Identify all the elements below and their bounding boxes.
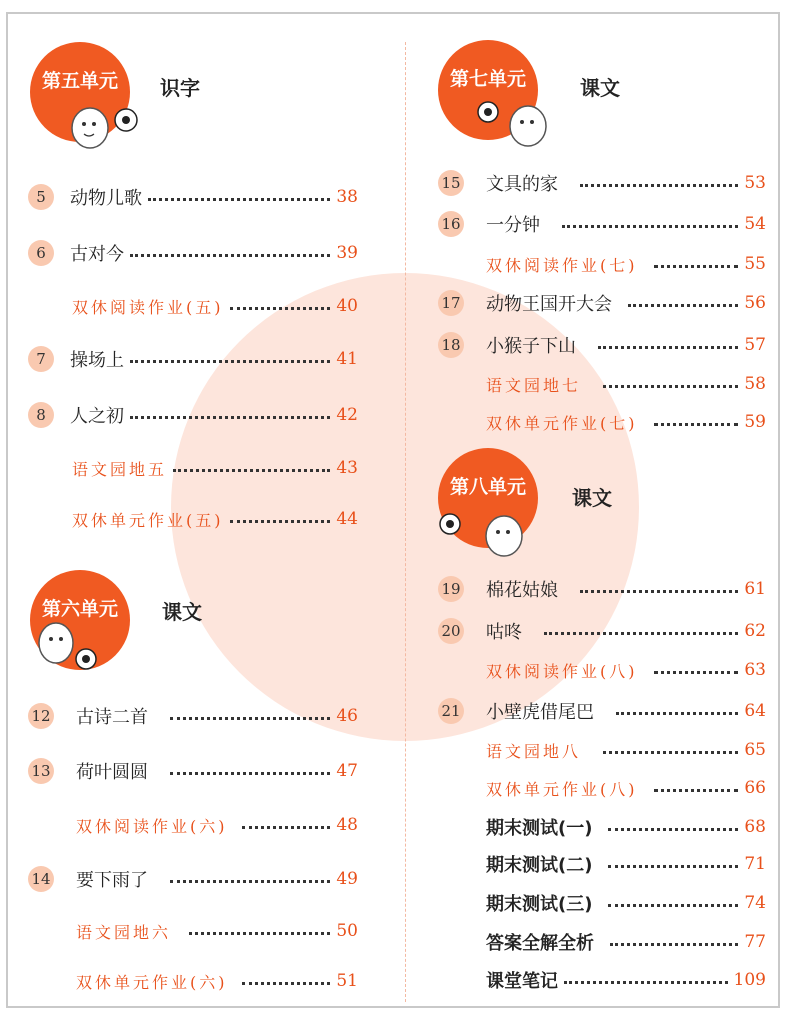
lesson-number: 15 (438, 170, 464, 196)
page-number: 48 (336, 815, 358, 835)
leader-dots (608, 904, 738, 907)
entry-title: 小壁虎借尾巴 (486, 702, 594, 723)
entry-title: 操场上 (70, 350, 124, 371)
toc-entry[interactable] (72, 454, 358, 482)
dinosaur-mascot-icon (476, 98, 560, 156)
toc-entry[interactable] (438, 289, 766, 317)
entry-title: 双休单元作业(七) (486, 413, 638, 433)
dinosaur-mascot-icon (438, 508, 528, 564)
lesson-number: 21 (438, 698, 464, 724)
toc-entry[interactable] (72, 292, 358, 320)
leader-dots (189, 932, 330, 935)
entry-title: 期末测试(二) (486, 855, 593, 876)
unit-5-title: 识字 (160, 76, 200, 100)
entry-title: 语文园地六 (76, 922, 172, 942)
leader-dots (544, 632, 738, 635)
leader-dots (608, 828, 738, 831)
leader-dots (130, 254, 330, 257)
page-number: 46 (336, 706, 358, 726)
entry-title: 双休阅读作业(八) (486, 661, 638, 681)
entry-title: 答案全解全析 (486, 933, 594, 954)
entry-title: 双休阅读作业(五) (72, 297, 224, 317)
page-number: 50 (336, 921, 358, 941)
leader-dots (598, 346, 738, 349)
entry-title: 要下雨了 (76, 870, 148, 891)
toc-entry[interactable] (28, 183, 358, 211)
unit-7-badge-label: 第七单元 (449, 68, 526, 90)
entry-title: 期末测试(一) (486, 818, 593, 839)
toc-entry[interactable] (76, 967, 358, 995)
toc-entry[interactable] (486, 850, 766, 878)
toc-entry[interactable] (438, 210, 766, 238)
leader-dots (230, 307, 331, 310)
entry-title: 语文园地七 (486, 375, 582, 395)
toc-entry[interactable] (76, 917, 358, 945)
page-number: 49 (336, 869, 358, 889)
lesson-number: 7 (28, 346, 54, 372)
entry-title: 双休阅读作业(六) (76, 816, 228, 836)
entry-title: 文具的家 (486, 174, 558, 195)
page-number: 63 (744, 660, 766, 680)
leader-dots (130, 416, 330, 419)
toc-entry[interactable] (28, 702, 358, 730)
lesson-number: 6 (28, 240, 54, 266)
toc-entry[interactable] (28, 345, 358, 373)
entry-title: 棉花姑娘 (486, 580, 558, 601)
toc-entry[interactable] (28, 865, 358, 893)
unit-6-badge-label: 第六单元 (41, 598, 118, 620)
page-number: 51 (336, 971, 358, 991)
unit-8-title: 课文 (572, 486, 612, 510)
toc-entry[interactable] (28, 401, 358, 429)
leader-dots (562, 225, 738, 228)
page-number: 66 (744, 778, 766, 798)
toc-entry[interactable] (486, 370, 766, 398)
entry-title: 小猴子下山 (486, 336, 576, 357)
lesson-number: 17 (438, 290, 464, 316)
page-number: 55 (744, 254, 766, 274)
entry-title: 动物王国开大会 (486, 294, 612, 315)
leader-dots (170, 717, 330, 720)
toc-entry[interactable] (486, 736, 766, 764)
page-number: 43 (336, 458, 358, 478)
toc-entry[interactable] (486, 966, 766, 994)
page-number: 54 (744, 214, 766, 234)
unit-7-title: 课文 (580, 76, 620, 100)
leader-dots (608, 865, 738, 868)
entry-title: 咕咚 (486, 622, 522, 643)
entry-title: 双休单元作业(八) (486, 779, 638, 799)
lesson-number: 8 (28, 402, 54, 428)
lesson-number: 12 (28, 703, 54, 729)
entry-title: 双休单元作业(五) (72, 510, 224, 530)
page-number: 71 (744, 854, 766, 874)
page-number: 77 (744, 932, 766, 952)
entry-title: 动物儿歌 (70, 188, 142, 209)
leader-dots (564, 981, 728, 984)
column-divider (405, 42, 406, 1002)
entry-title: 语文园地五 (72, 459, 168, 479)
page-number: 44 (336, 509, 358, 529)
leader-dots (242, 826, 331, 829)
toc-entry[interactable] (486, 774, 766, 802)
entry-title: 双休阅读作业(七) (486, 255, 638, 275)
leader-dots (173, 469, 330, 472)
leader-dots (148, 198, 330, 201)
leader-dots (242, 982, 331, 985)
dinosaur-mascot-icon (34, 615, 100, 671)
entry-title: 古对今 (70, 244, 124, 265)
leader-dots (580, 184, 738, 187)
toc-entry[interactable] (486, 408, 766, 436)
toc-entry[interactable] (486, 928, 766, 956)
entry-title: 双休单元作业(六) (76, 972, 228, 992)
entry-title: 人之初 (70, 406, 124, 427)
toc-entry[interactable] (486, 813, 766, 841)
entry-title: 语文园地八 (486, 741, 582, 761)
lesson-number: 13 (28, 758, 54, 784)
toc-entry[interactable] (438, 617, 766, 645)
unit-6-title: 课文 (162, 600, 202, 624)
leader-dots (610, 943, 738, 946)
toc-entry[interactable] (438, 697, 766, 725)
leader-dots (603, 385, 738, 388)
toc-entry[interactable] (486, 250, 766, 278)
page-number: 68 (744, 817, 766, 837)
toc-entry[interactable] (438, 169, 766, 197)
leader-dots (170, 880, 330, 883)
page-number: 62 (744, 621, 766, 641)
page-number: 59 (744, 412, 766, 432)
lesson-number: 14 (28, 866, 54, 892)
lesson-number: 19 (438, 576, 464, 602)
page-number: 47 (336, 761, 358, 781)
toc-entry[interactable] (438, 331, 766, 359)
toc-entry[interactable] (28, 757, 358, 785)
lesson-number: 18 (438, 332, 464, 358)
page-number: 61 (744, 579, 766, 599)
lesson-number: 20 (438, 618, 464, 644)
leader-dots (603, 751, 738, 754)
page-number: 53 (744, 173, 766, 193)
leader-dots (654, 265, 739, 268)
lesson-number: 5 (28, 184, 54, 210)
page-number: 40 (336, 296, 358, 316)
entry-title: 荷叶圆圆 (76, 762, 148, 783)
page-number: 57 (744, 335, 766, 355)
entry-title: 古诗二首 (76, 707, 148, 728)
page-number: 64 (744, 701, 766, 721)
page-number: 74 (744, 893, 766, 913)
unit-5-badge-label: 第五单元 (41, 70, 118, 92)
page-number: 42 (336, 405, 358, 425)
page-number: 58 (744, 374, 766, 394)
page-number: 65 (744, 740, 766, 760)
page-number: 38 (336, 187, 358, 207)
unit-8-badge-label: 第八单元 (449, 476, 526, 498)
leader-dots (170, 772, 330, 775)
page-number: 56 (744, 293, 766, 313)
dinosaur-mascot-icon (64, 100, 142, 154)
entry-title: 期末测试(三) (486, 894, 593, 915)
entry-title: 课堂笔记 (486, 971, 558, 992)
leader-dots (654, 671, 739, 674)
leader-dots (130, 360, 330, 363)
leader-dots (230, 520, 331, 523)
leader-dots (628, 304, 738, 307)
toc-entry[interactable] (72, 505, 358, 533)
leader-dots (654, 789, 739, 792)
toc-entry[interactable] (486, 656, 766, 684)
toc-entry[interactable] (438, 575, 766, 603)
toc-entry[interactable] (486, 889, 766, 917)
toc-entry[interactable] (76, 811, 358, 839)
leader-dots (616, 712, 738, 715)
lesson-number: 16 (438, 211, 464, 237)
page-number: 41 (336, 349, 358, 369)
leader-dots (654, 423, 739, 426)
leader-dots (580, 590, 738, 593)
page-number: 109 (733, 970, 766, 990)
entry-title: 一分钟 (486, 215, 540, 236)
page-number: 39 (336, 243, 358, 263)
toc-entry[interactable] (28, 239, 358, 267)
